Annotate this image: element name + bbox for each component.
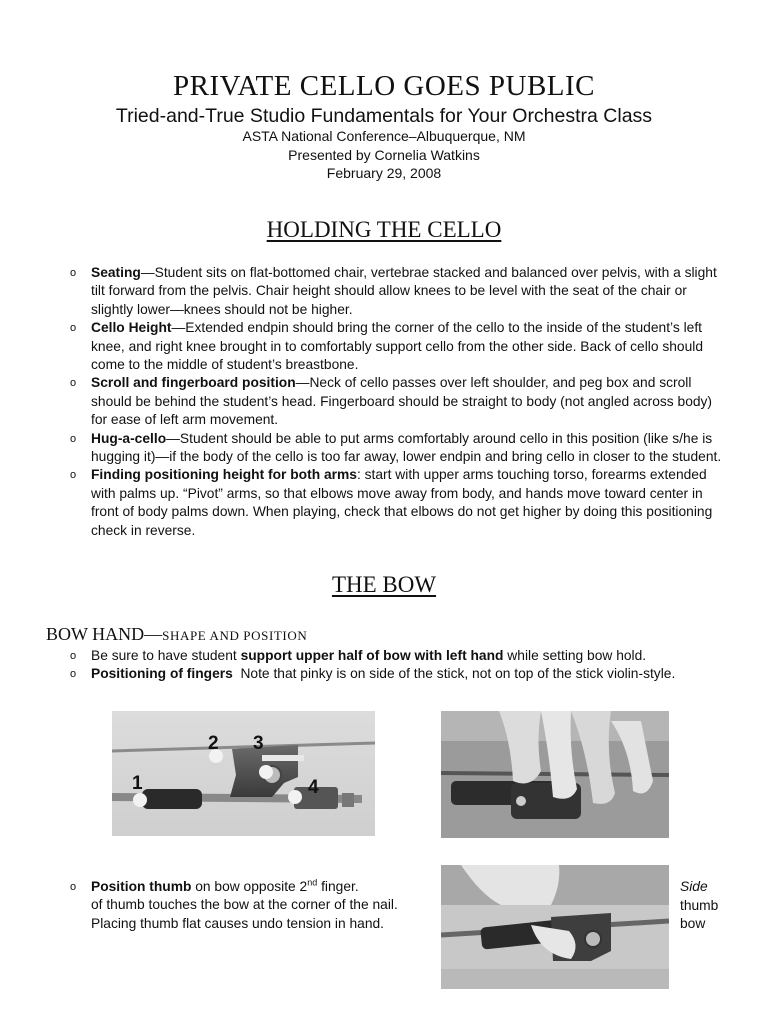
bow-frog-photo <box>112 711 375 836</box>
ordinal-suffix: nd <box>307 877 318 888</box>
bow-list <box>70 647 710 684</box>
item-term: Hug-a-cello <box>91 430 167 446</box>
list-item <box>70 466 726 540</box>
side-thumb-caption <box>680 878 718 934</box>
item-text: Note that pinky is on side of the stick, not on top of the stick violin-style. <box>232 666 676 682</box>
item-text: on bow opposite 2 <box>191 879 308 894</box>
list-item <box>70 319 726 374</box>
item-text: —Neck of cello passes over left shoulder, and peg box and scroll should be behind the student’s head. Fingerboard should be straight to body (not angled across body) for ease of left arm movement. <box>91 375 713 428</box>
finger-number-4: 4 <box>308 777 319 798</box>
holding-list <box>70 264 726 540</box>
bow-hand-subtitle: SHAPE AND POSITION <box>162 628 308 643</box>
bow-hand-photo <box>441 711 669 838</box>
item-text: of thumb touches the bow at the corner of the nail. Placing thumb flat causes undo tension in hand. <box>91 897 398 931</box>
finger-number-2: 2 <box>208 733 219 754</box>
item-term: Position thumb <box>91 879 192 894</box>
item-term: Positioning of fingers <box>91 666 233 682</box>
presenter-line: Presented by Cornelia Watkins <box>288 147 480 163</box>
caption-word: Side <box>680 879 708 894</box>
conference-line: ASTA National Conference–Albuquerque, NM <box>242 128 526 144</box>
section-heading-bow: THE BOW <box>331 572 437 597</box>
item-text: Be sure to have student <box>91 648 241 663</box>
list-item <box>70 878 420 933</box>
section-heading-holding: HOLDING THE CELLO <box>266 217 502 242</box>
bow-hand-title: BOW HAND— <box>46 624 163 644</box>
list-item <box>70 430 726 467</box>
caption-word: bow <box>680 916 706 931</box>
list-item <box>70 665 710 683</box>
bow-hand-heading <box>46 624 307 645</box>
finger-number-1: 1 <box>132 773 143 794</box>
item-term: Cello Height <box>91 320 172 336</box>
item-text: —Student sits on flat-bottomed chair, vertebrae stacked and balanced over pelvis, with a slight tilt forward from the pelvis. Chair height should allow knees to be level with the seat of the chair or slightly lower—knees should not be higher. <box>91 265 717 317</box>
thumb-list <box>70 878 420 933</box>
item-term: Scroll and fingerboard position <box>91 375 296 391</box>
item-text: —Extended endpin should bring the corner of the cello to the inside of the student’s left knee, and right knee brought in to comfortably support cello from the other side. Back of cello should come to the middle of student’s breastbone. <box>91 320 704 373</box>
list-item <box>70 264 726 319</box>
item-term: Seating <box>91 265 141 280</box>
list-item <box>70 647 710 665</box>
item-text: —Student should be able to put arms comfortably around cello in this position (like s/he is hugging it)—if the body of the cello is too far away, lower endpin and bring cello in closer to the student. <box>91 430 722 465</box>
caption-word: thumb <box>680 897 719 913</box>
item-term: support upper half of bow with left hand <box>240 648 504 663</box>
side-thumb-photo <box>441 865 669 989</box>
item-text: finger. <box>317 879 359 894</box>
list-item <box>70 374 726 429</box>
finger-number-3: 3 <box>253 733 264 754</box>
item-text: while setting bow hold. <box>503 648 647 663</box>
item-term: Finding positioning height for both arms <box>91 467 357 483</box>
page-title: PRIVATE CELLO GOES PUBLIC <box>172 70 596 102</box>
date-line: February 29, 2008 <box>326 165 442 181</box>
item-text: : start with upper arms touching torso, forearms extended with palms up. “Pivot” arms, so that elbows move away from body, and hands move toward center in front of body palms down. When playing, check that elbows do not get higher by doing this positioning check in reverse. <box>91 467 713 538</box>
page-subtitle: Tried-and-True Studio Fundamentals for Your Orchestra Class <box>115 105 653 127</box>
